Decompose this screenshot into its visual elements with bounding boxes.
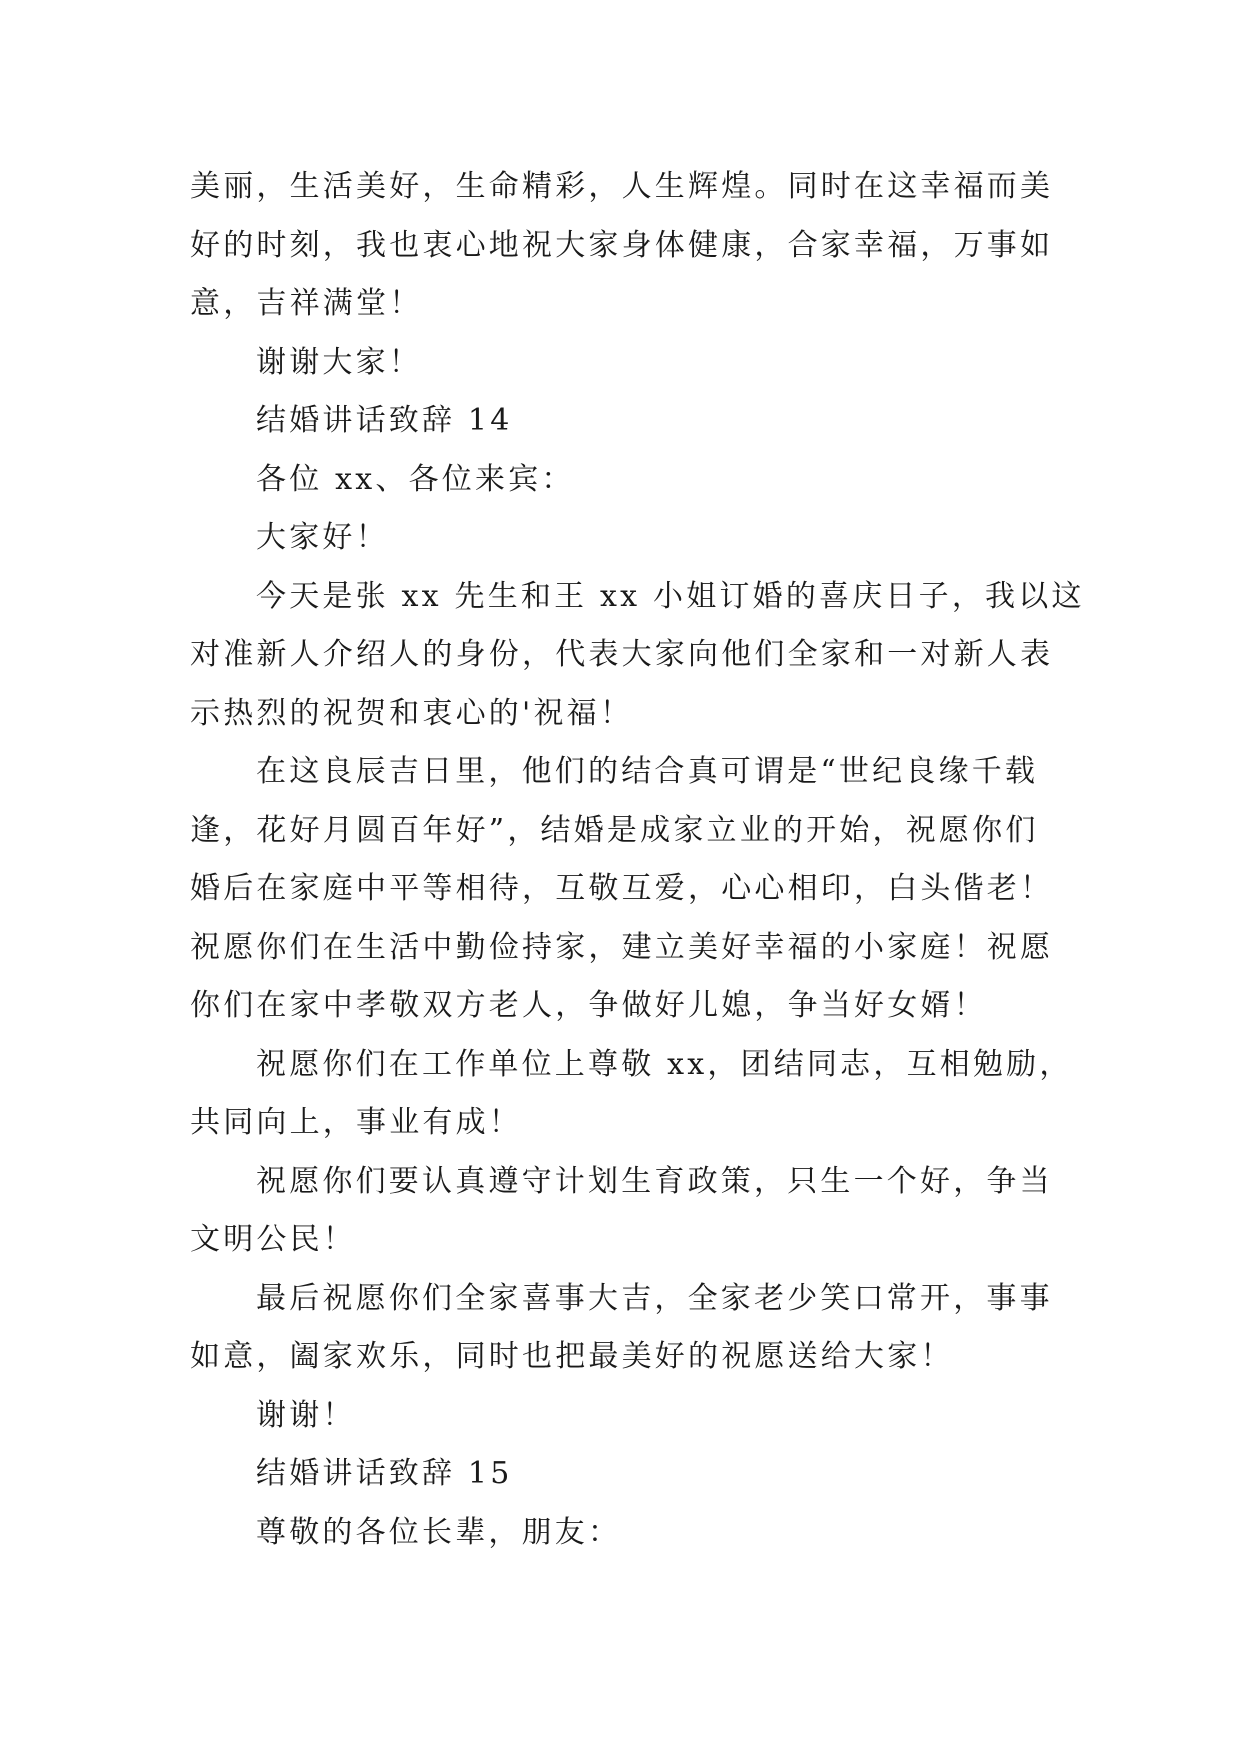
text-line: 最后祝愿你们全家喜事大吉，全家老少笑口常开，事事 [256,1280,1053,1316]
salutation: 各位 xx、各位来宾： [256,461,575,497]
text-line: 好的时刻，我也衷心地祝大家身体健康，合家幸福，万事如 [190,227,1054,263]
text-line: 今天是张 xx 先生和王 xx 小姐订婚的喜庆日子，我以这 [256,578,1085,614]
text-line: 美丽，生活美好，生命精彩，人生辉煌。同时在这幸福而美 [190,169,1054,204]
section-heading: 结婚讲话致辞 14 [256,403,513,438]
text-line: 对准新人介绍人的身份，代表大家向他们全家和一对新人表 [190,637,1054,672]
text-line: 文明公民！ [190,1222,356,1257]
text-line: 谢谢大家！ [256,344,422,380]
text-line: 示热烈的祝贺和衷心的'祝福！ [190,695,634,731]
text-line: 如意，阖家欢乐，同时也把最美好的祝愿送给大家！ [190,1339,954,1374]
text-line: 你们在家中孝敬双方老人，争做好儿媳，争当好女婿！ [190,988,987,1023]
text-line: 祝愿你们在生活中勤俭持家，建立美好幸福的小家庭！祝愿 [190,929,1054,965]
salutation: 尊敬的各位长辈，朋友： [256,1514,622,1550]
text-line: 在这良辰吉日里，他们的结合真可谓是“世纪良缘千载 [256,754,1039,789]
text-line: 婚后在家庭中平等相待，互敬互爱，心心相印，白头偕老！ [190,871,1054,906]
document-body [190,158,1085,1562]
section-heading: 结婚讲话致辞 15 [256,1456,513,1491]
text-line: 祝愿你们在工作单位上尊敬 xx，团结同志，互相勉励， [256,1046,1073,1082]
text-line: 共同向上，事业有成！ [190,1105,522,1140]
text-line: 祝愿你们要认真遵守计划生育政策，只生一个好，争当 [256,1163,1053,1199]
closing-thanks: 谢谢！ [256,1397,356,1433]
text-line: 逢，花好月圆百年好”，结婚是成家立业的开始，祝愿你们 [190,812,1039,848]
greeting: 大家好！ [256,520,389,555]
text-line: 意，吉祥满堂！ [190,286,423,321]
